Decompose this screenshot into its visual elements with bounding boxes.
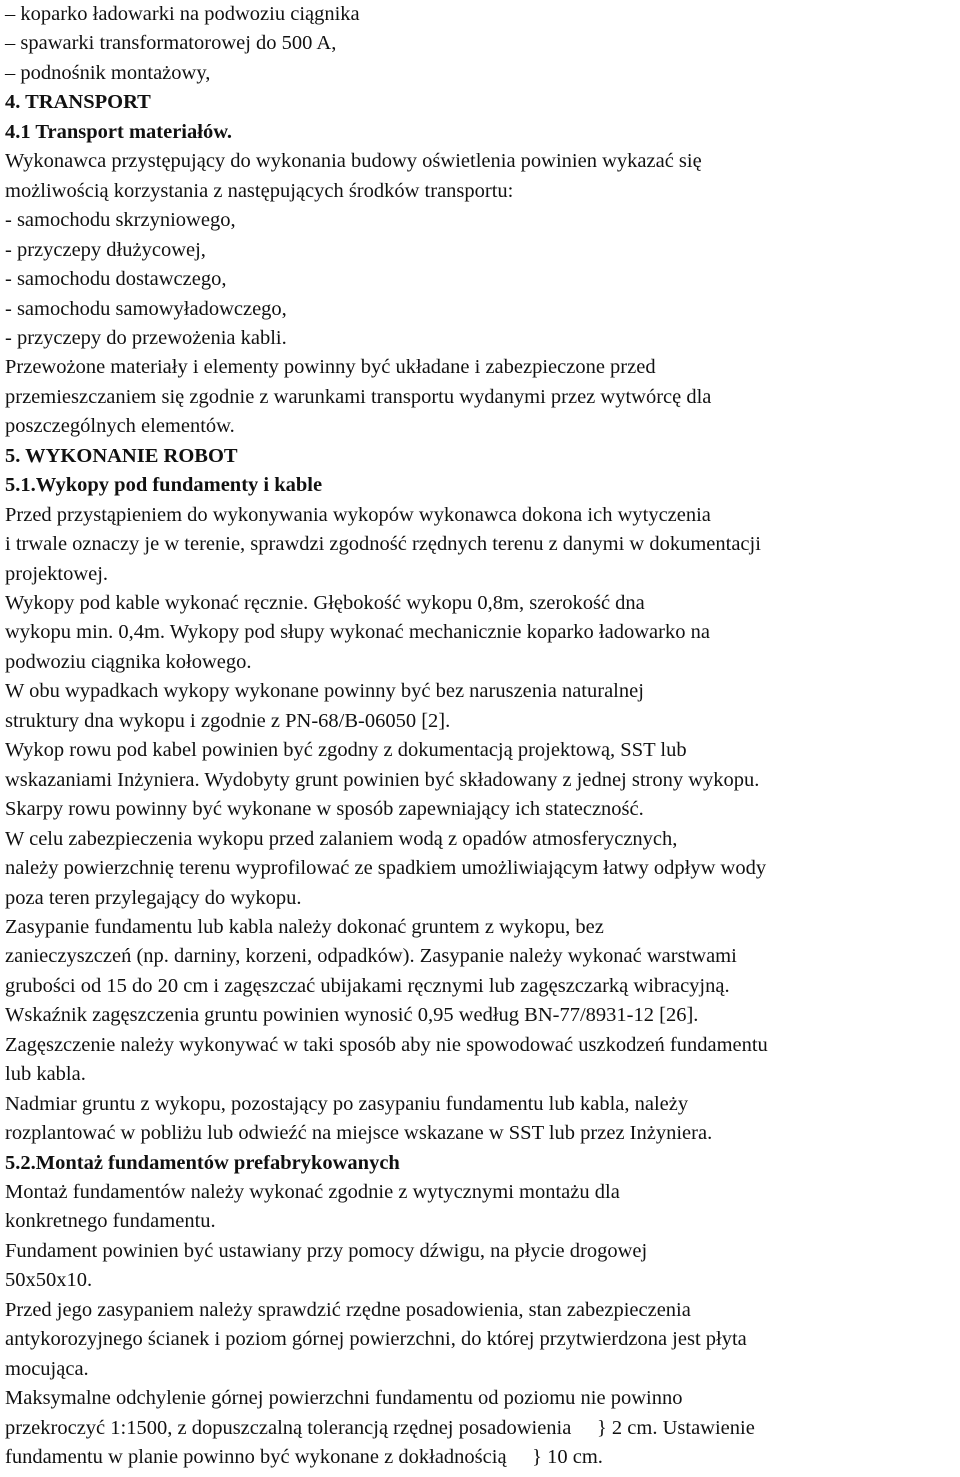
text-line: Wykop rowu pod kabel powinien być zgodny z dokumentacją projektową, SST lub [5,739,687,762]
text-line: Wykopy pod kable wykonać ręcznie. Głębokość wykopu 0,8m, szerokość dna [5,592,645,614]
section-heading: 5.2.Montaż fundamentów prefabrykowanych [5,1151,400,1174]
section-heading: 5.1.Wykopy pod fundamenty i kable [5,474,323,497]
text-line: grubości od 15 do 20 cm i zagęszczać ubijakami ręcznymi lub zagęszczarką wibracyjną. [5,974,730,997]
text-line: przekroczyć 1:1500, z dopuszczalną tolerancją rzędnej posadowienia } 2 cm. Ustawienie [5,1416,755,1439]
text-line: Przewożone materiały i elementy powinny być układane i zabezpieczone przed [5,356,656,379]
text-line: - samochodu samowyładowczego, [5,297,287,320]
text-line: zanieczyszczeń (np. darniny, korzeni, odpadków). Zasypanie należy wykonać warstwami [5,945,737,968]
text-line: - przyczepy dłużycowej, [5,238,206,261]
text-line: - samochodu skrzyniowego, [5,209,236,232]
text-line: należy powierzchnię terenu wyprofilować ze spadkiem umożliwiającym łatwy odpływ wody [5,857,767,880]
text-line: – spawarki transformatorowej do 500 A, [5,32,337,55]
text-line: Maksymalne odchylenie górnej powierzchni fundamentu od poziomu nie powinno [5,1387,683,1410]
text-line: rozplantować w pobliżu lub odwieźć na miejsce wskazane w SST lub przez Inżyniera. [5,1122,713,1145]
text-line: antykorozyjnego ścianek i poziom górnej powierzchni, do której przytwierdzona jest płyta [5,1328,747,1351]
text-line: fundamentu w planie powinno być wykonane z dokładnością } 10 cm. [5,1446,603,1469]
section-heading: 5. WYKONANIE ROBOT [5,444,238,467]
text-line: Fundament powinien być ustawiany przy pomocy dźwigu, na płycie drogowej [5,1239,648,1262]
text-line: 50x50x10. [5,1269,93,1292]
text-line: lub kabla. [5,1063,86,1086]
text-line: - samochodu dostawczego, [5,268,227,291]
text-line: konkretnego fundamentu. [5,1210,216,1233]
text-line: Przed jego zasypaniem należy sprawdzić rzędne posadowienia, stan zabezpieczenia [5,1298,691,1321]
section-heading: 4.1 Transport materiałów. [5,120,233,143]
text-line: przemieszczaniem się zgodnie z warunkami transportu wydanymi przez wytwórcę dla [5,385,712,408]
text-line: Skarpy rowu powinny być wykonane w sposób zapewniający ich stateczność. [5,798,644,821]
text-line: struktury dna wykopu i zgodnie z PN-68/B-06050 [2]. [5,709,451,732]
text-line: projektowej. [5,562,109,585]
text-line: - przyczepy do przewożenia kabli. [5,326,287,349]
text-line: możliwością korzystania z następujących środków transportu: [5,179,514,202]
text-line: – podnośnik montażowy, [5,61,211,84]
text-line: Nadmiar gruntu z wykopu, pozostający po zasypaniu fundamentu lub kabla, należy [5,1092,689,1115]
text-line: W obu wypadkach wykopy wykonane powinny być bez naruszenia naturalnej [5,680,644,703]
section-heading: 4. TRANSPORT [5,91,151,114]
text-line: poszczególnych elementów. [5,415,235,438]
text-line: W celu zabezpieczenia wykopu przed zalaniem wodą z opadów atmosferycznych, [5,827,678,850]
text-line: i trwale oznaczy je w terenie, sprawdzi zgodność rzędnych terenu z danymi w dokumentacji [5,533,761,556]
text-line: poza teren przylegający do wykopu. [5,886,302,909]
text-line: podwoziu ciągnika kołowego. [5,650,252,673]
text-line: wskazaniami Inżyniera. Wydobyty grunt powinien być składowany z jednej strony wykopu. [5,768,760,791]
text-line: Zasypanie fundamentu lub kabla należy dokonać gruntem z wykopu, bez [5,915,604,938]
text-line: Montaż fundamentów należy wykonać zgodnie z wytycznymi montażu dla [5,1181,620,1203]
text-line: Wskaźnik zagęszczenia gruntu powinien wynosić 0,95 według BN-77/8931-12 [26]. [5,1004,699,1027]
text-line: Zagęszczenie należy wykonywać w taki sposób aby nie spowodować uszkodzeń fundamentu [5,1033,768,1056]
text-line: wykopu min. 0,4m. Wykopy pod słupy wykonać mechanicznie koparko ładowarko na [5,621,710,644]
text-line: Przed przystąpieniem do wykonywania wykopów wykonawca dokona ich wytyczenia [5,503,711,526]
text-line: – koparko ładowarki na podwoziu ciągnika [5,3,360,25]
text-line: Wykonawca przystępujący do wykonania budowy oświetlenia powinien wykazać się [5,150,702,173]
text-line: mocująca. [5,1357,89,1380]
